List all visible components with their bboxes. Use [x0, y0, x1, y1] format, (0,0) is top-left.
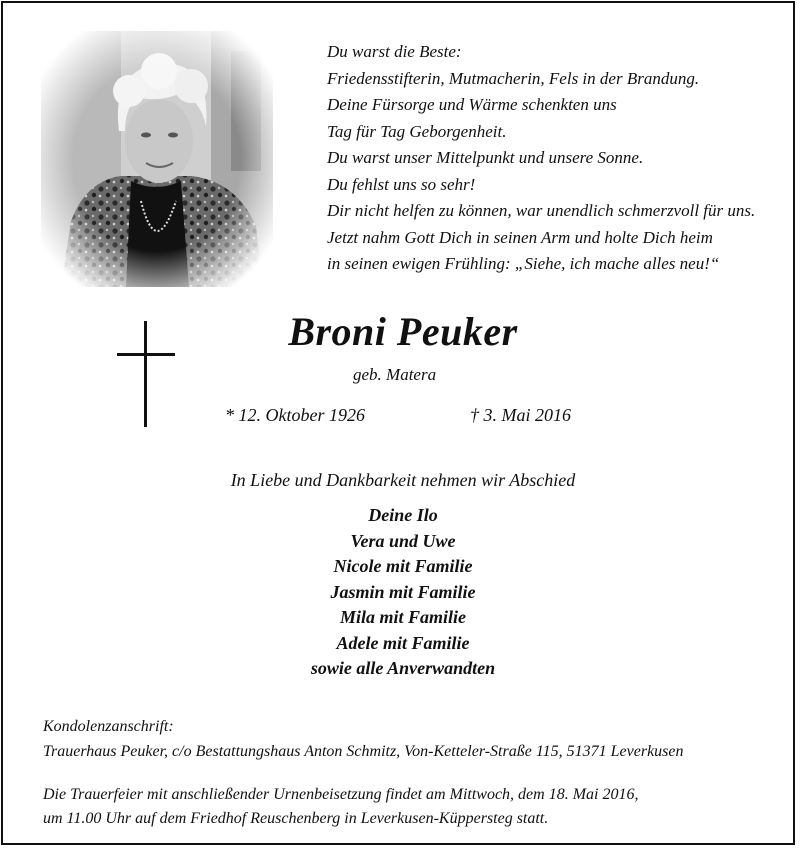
death-date: † 3. Mai 2016 [470, 405, 571, 425]
poem-line: Dir nicht helfen zu können, war unendlich schmerzvoll für uns. [327, 201, 756, 220]
condolence-address-line: Trauerhaus Peuker, c/o Bestattungshaus Anton Schmitz, Von-Ketteler-Straße 115, 51371 Leverkusen [43, 743, 684, 760]
poem [327, 39, 755, 278]
poem-line: Jetzt nahm Gott Dich in seinen Arm und holte Dich heim [327, 227, 713, 247]
ceremony-line: um 11.00 Uhr auf dem Friedhof Reuschenberg in Leverkusen-Küppersteg statt. [43, 810, 549, 827]
portrait-photo [41, 31, 273, 287]
deceased-name: Broni Peuker [288, 309, 518, 354]
birth-date: * 12. Oktober 1926 [225, 405, 365, 425]
mourner-item: Vera und Uwe [350, 530, 456, 551]
mourner-item: Jasmin mit Familie [330, 581, 476, 602]
poem-line: Du warst die Beste: [327, 42, 462, 61]
mourner-item: Deine Ilo [368, 505, 438, 525]
mourner-item: Adele mit Familie [336, 632, 470, 653]
poem-line: Friedensstifterin, Mutmacherin, Fels in der Brandung. [327, 68, 700, 88]
mourner-item: sowie alle Anverwandten [310, 658, 496, 678]
poem-line: in seinen ewigen Frühling: „Siehe, ich mache alles neu!“ [327, 254, 720, 273]
ceremony-notice [43, 783, 638, 831]
mourner-item: Nicole mit Familie [333, 556, 473, 576]
ceremony-line: Die Trauerfeier mit anschließender Urnenbeisetzung findet am Mittwoch, dem 18. Mai 2016, [43, 786, 639, 803]
birth-name: geb. Matera [353, 365, 437, 384]
obituary-frame [1, 1, 795, 845]
mourner-item: Mila mit Familie [339, 607, 466, 627]
condolence-label: Kondolenzanschrift: [43, 718, 174, 735]
farewell-text: In Liebe und Dankbarkeit nehmen wir Abschied [230, 470, 576, 490]
condolence-address [43, 714, 684, 764]
poem-line: Tag für Tag Geborgenheit. [327, 121, 507, 141]
poem-line: Deine Fürsorge und Wärme schenkten uns [327, 95, 617, 114]
poem-line: Du fehlst uns so sehr! [327, 174, 476, 194]
mourners-list [3, 503, 800, 682]
poem-line: Du warst unser Mittelpunkt und unsere Sonne. [327, 148, 644, 167]
